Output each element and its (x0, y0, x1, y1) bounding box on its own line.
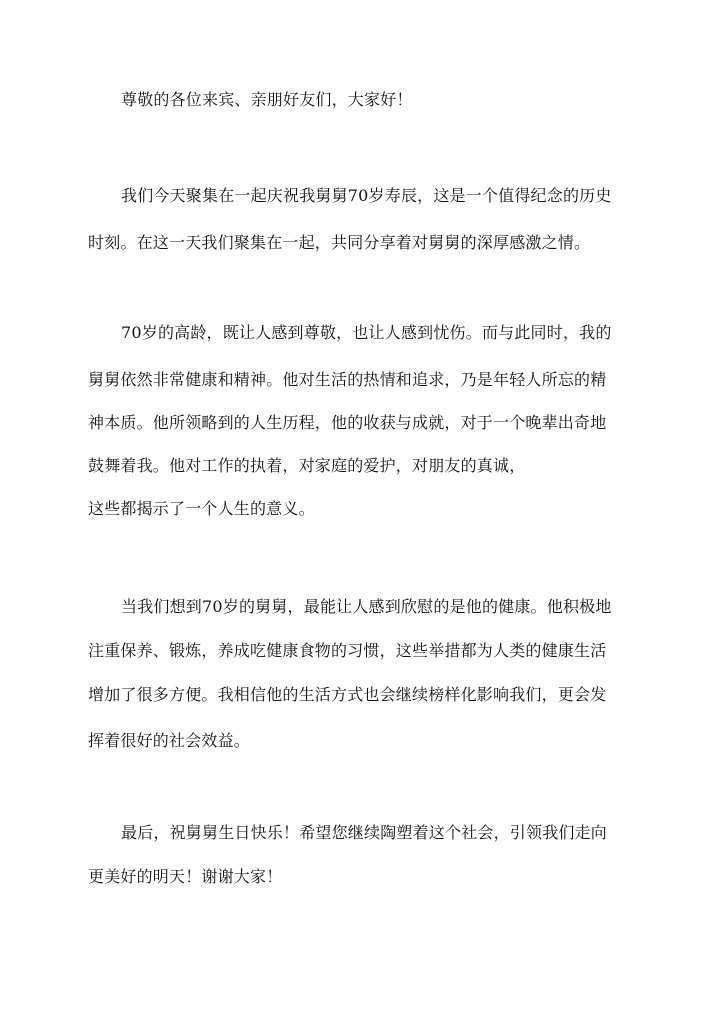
paragraph-line: 挥着很好的社会效益。 (88, 731, 251, 750)
greeting-line: 尊敬的各位来宾、亲朋好友们，大家好！ (121, 90, 413, 109)
paragraph-line: 当我们想到70岁的舅舅，最能让人感到欣慰的是他的健康。他积极地 (121, 597, 612, 616)
paragraph-line: 鼓舞着我。他对工作的执着，对家庭的爱护，对朋友的真诚， (88, 456, 526, 475)
paragraph-line: 时刻。在这一天我们聚集在一起，共同分享着对舅舅的深厚感激之情。 (88, 233, 591, 252)
paragraph-line: 更美好的明天！谢谢大家！ (88, 867, 283, 886)
paragraph-line: 70岁的高龄，既让人感到尊敬，也让人感到忧伤。而与此同时，我的 (121, 323, 612, 342)
paragraph-line: 我们今天聚集在一起庆祝我舅舅70岁寿辰，这是一个值得纪念的历史 (121, 186, 612, 205)
paragraph-line: 最后，祝舅舅生日快乐！希望您继续陶塑着这个社会，引领我们走向 (121, 823, 608, 842)
paragraph-line: 增加了很多方便。我相信他的生活方式也会继续榜样化影响我们，更会发 (88, 685, 607, 704)
paragraph-line: 舅舅依然非常健康和精神。他对生活的热情和追求，乃是年轻人所忘的精 (88, 370, 607, 389)
paragraph-line: 神本质。他所领略到的人生历程，他的收获与成就，对于一个晚辈出奇地 (88, 413, 607, 432)
paragraph-line: 注重保养、锻炼，养成吃健康食物的习惯，这些举措都为人类的健康生活 (88, 641, 607, 660)
paragraph-line: 这些都揭示了一个人生的意义。 (88, 499, 315, 518)
